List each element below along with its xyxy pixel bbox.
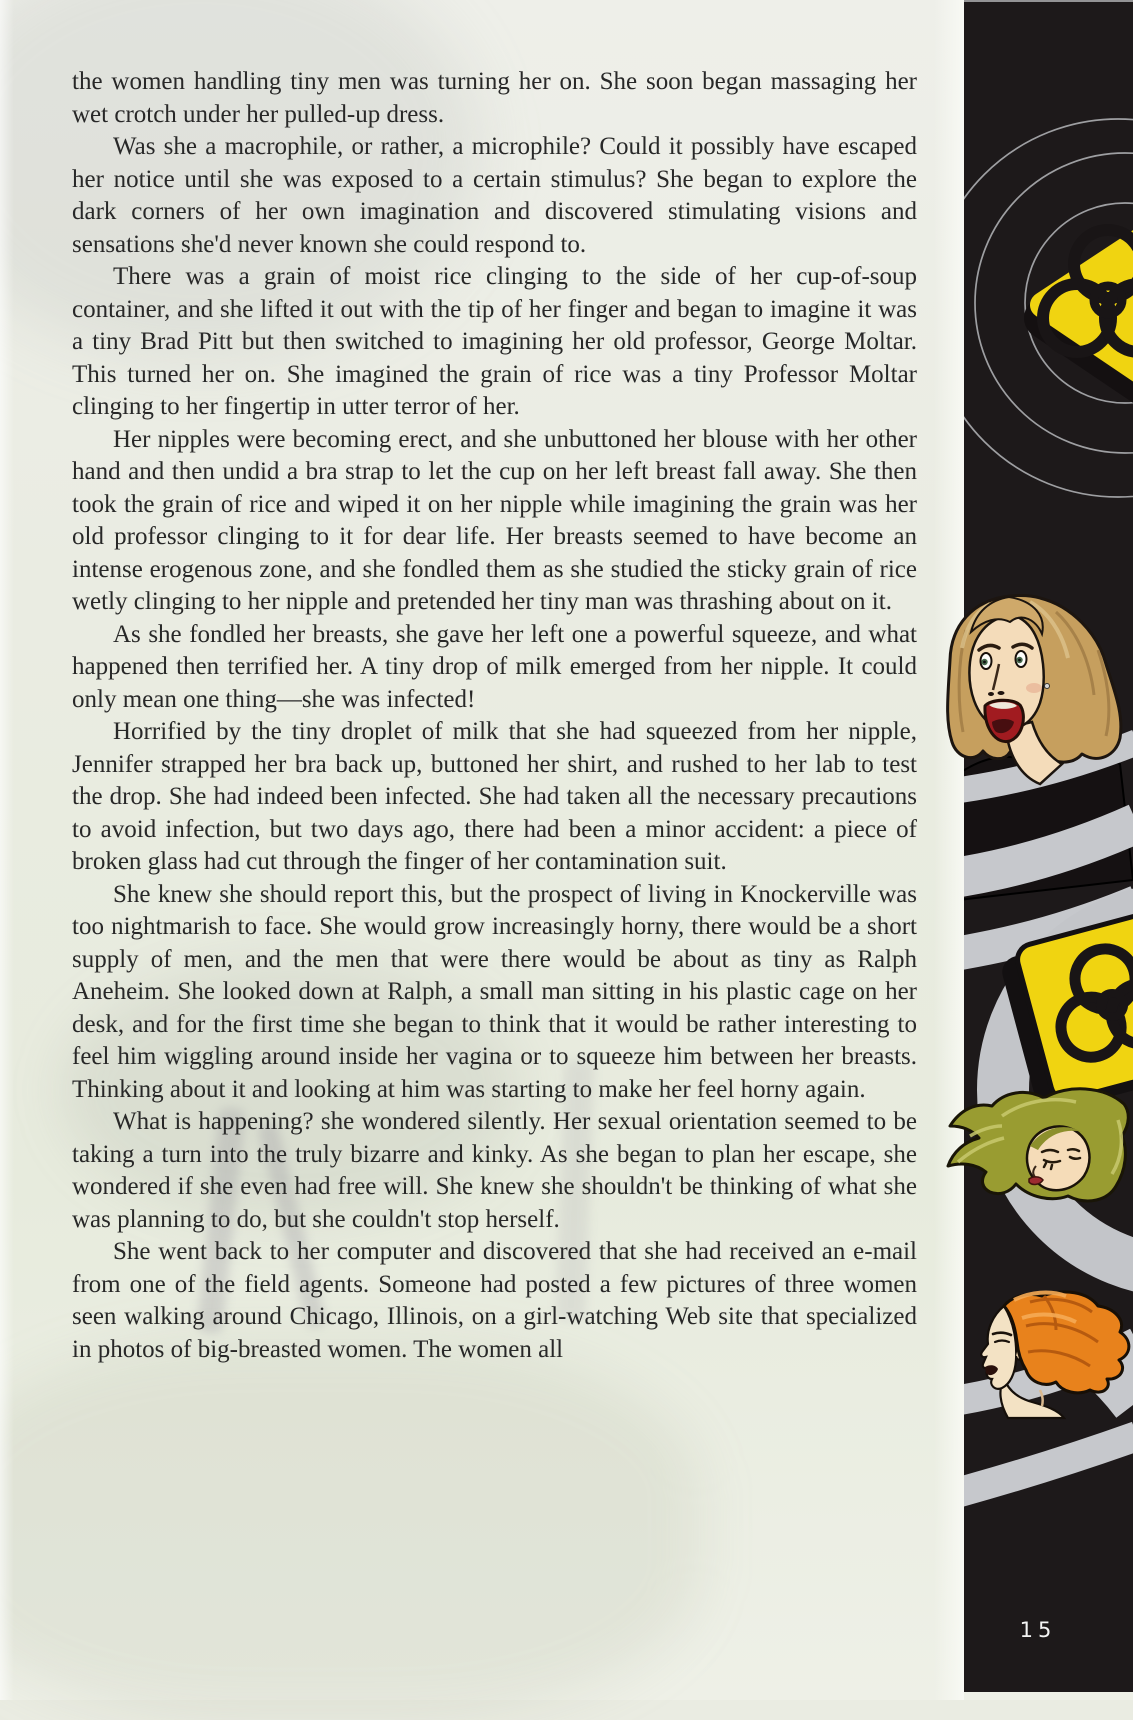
lips: [1029, 1177, 1043, 1185]
sidebar-artwork: [940, 0, 1133, 1700]
paragraph: There was a grain of moist rice clinging to the side of her cup-of-soup container, and she lifted it out with the tip of her finger and began to imagine it was a tiny Brad Pitt but then switched to imagining her old professor, George Moltar. This turned her on. She imagined the grain of rice was a tiny Professor Moltar clinging to her fingertip in utter terror of her.: [72, 263, 917, 420]
earring: [1045, 684, 1050, 689]
nostril: [998, 691, 1005, 695]
paragraph: Her nipples were becoming erect, and she unbuttoned her blouse with her other hand and then undid a bra strap to let the cup on her left breast fall away. She then took the grain of rice and wiped it on her nipple while imagining the grain was her old professor clinging to it for dear life. Her breasts seemed to have become an intense erogenous zone, and she fondled them as she studied the sticky grain of rice wetly clinging to her nipple and pretended her tiny man was thrashing about on it.: [72, 425, 917, 615]
paragraph: She knew she should report this, but the prospect of living in Knockerville was too nightmarish to face. She would grow increasingly horny, there would be a short supply of men, and the men that were there would be about as tiny as Ralph Aneheim. She looked down at Ralph, a small man sitting in his plastic cage on her desk, and for the first time she began to think that it would be rather interesting to feel him wiggling around inside her vagina or to squeeze him between her breasts. Thinking about it and looking at him was starting to make her feel horny again.: [72, 880, 917, 1103]
body-text-column: [72, 66, 917, 1366]
paragraph: Was she a macrophile, or rather, a microphile? Could it possibly have escaped her notice until she was exposed to a certain stimulus? She began to explore the dark corners of her own imagination and discovered stimulating visions and sensations she'd never known she could respond to.: [72, 133, 917, 258]
paragraph: Horrified by the tiny droplet of milk that she had squeezed from her nipple, Jennifer strapped her bra back up, buttoned her shirt, and rushed to her lab to test the drop. She had indeed been infected. She had taken all the necessary precautions to avoid infection, but two days ago, there had been a minor accident: a piece of broken glass had cut through the finger of her contamination suit.: [72, 718, 917, 875]
paragraph: She went back to her computer and discovered that she had received an e-mail from one of the field agents. Someone had posted a few pictures of three women seen walking around Chicago, Illinois, on a girl-watching Web site that specialized in photos of big-breasted women. The women all: [72, 1238, 917, 1363]
page-left-edge: [0, 0, 14, 1700]
cheek-blush: [1026, 683, 1042, 693]
paragraph: the women handling tiny men was turning her on. She soon began massaging her wet crotch under her pulled-up dress.: [72, 68, 917, 128]
page-number: 15: [1019, 1618, 1057, 1642]
nostril: [988, 692, 994, 696]
paragraph: What is happening? she wondered silently. Her sexual orientation seemed to be taking a turn into the truly bizarre and kinky. As she began to plan her escape, she wondered if she even had free will. She knew she shouldn't be thinking of what she was planning to do, but she couldn't stop herself.: [72, 1108, 917, 1233]
paragraph: As she fondled her breasts, she gave her left one a powerful squeeze, and what happened then terrified her. A tiny drop of milk emerged from her nipple. It could only mean one thing—she was infected!: [72, 620, 917, 713]
